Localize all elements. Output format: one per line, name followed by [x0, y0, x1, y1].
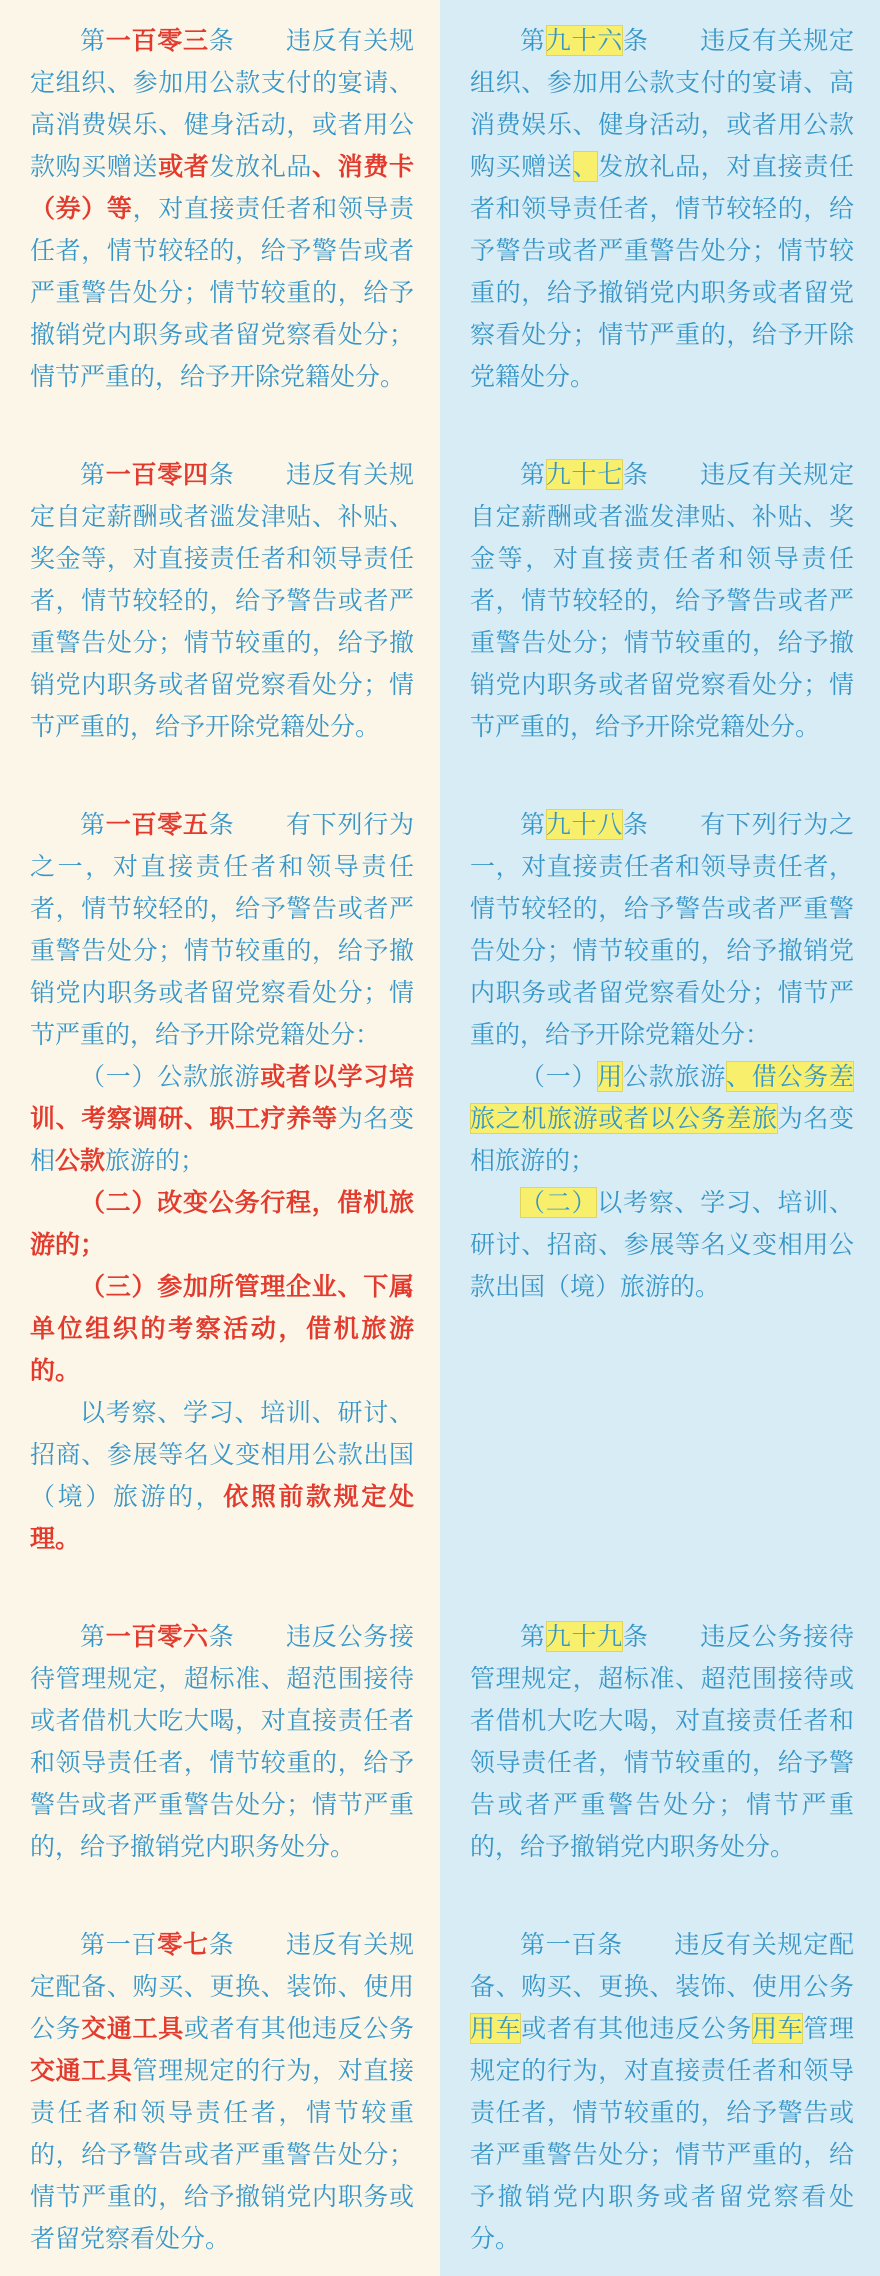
paragraph — [470, 804, 854, 1056]
body-text: 第 — [520, 810, 546, 839]
body-text: （一）公款旅游 — [80, 1062, 261, 1091]
added-text: 零七 — [157, 1930, 209, 1959]
article-105 — [30, 804, 414, 1560]
added-text: 一百零五 — [105, 810, 209, 839]
right-column-row-1 — [440, 0, 880, 454]
highlighted-text: 用车 — [752, 2014, 804, 2043]
body-text — [649, 26, 701, 55]
left-column-row-1 — [0, 0, 440, 454]
body-text — [649, 460, 701, 489]
added-text: 公款 — [55, 1146, 106, 1175]
highlighted-text: 用 — [597, 1062, 623, 1091]
body-text: 第 — [80, 1622, 106, 1651]
body-text: 违反公务接待管理规定，超标准、超范围接待或者借机大吃大喝，对直接责任者和领导责任者，情节较重的，给予警告或者严重警告处分；情节严重的，给予撤销党内职务处分。 — [30, 1622, 414, 1861]
body-text: 为名变相旅游的； — [470, 1104, 854, 1175]
highlighted-text: 九十七 — [545, 460, 623, 489]
body-text: 有下列行为之一，对直接责任者和领导责任者，情节较轻的，给予警告或者严重警告处分；情节较重的，给予撤销党内职务或者留党察看处分；情节严重的，给予开除党籍处分： — [470, 810, 854, 1049]
left-column-row-4 — [0, 1616, 440, 1924]
highlighted-text: 、 — [572, 152, 599, 181]
body-text — [649, 1622, 701, 1651]
right-column-row-2 — [440, 454, 880, 804]
article-96 — [470, 20, 854, 398]
body-text: 违反有关规定自定薪酬或者滥发津贴、补贴、奖金等，对直接责任者和领导责任者，情节较轻的，给予警告或者严重警告处分；情节较重的，给予撤销党内职务或者留党察看处分；情节严重的，给予开除党籍处分。 — [470, 460, 854, 741]
body-text: 违反有关规定配备、购买、更换、装饰、使用公务 — [470, 1930, 854, 2001]
body-text — [234, 810, 286, 839]
added-text: 或者以学习培训、考察调研、职工疗养等 — [30, 1062, 414, 1133]
body-text — [234, 26, 286, 55]
body-text: 第 — [520, 26, 546, 55]
body-text: ，对直接责任者和领导责任者，情节较轻的，给予警告或者严重警告处分；情节较重的，给予撤销党内职务或者留党察看处分；情节严重的，给予开除党籍处分。 — [30, 194, 414, 391]
paragraph — [470, 1616, 854, 1868]
highlighted-text: 九十八 — [545, 810, 623, 839]
paragraph — [30, 1182, 414, 1266]
body-text — [234, 460, 286, 489]
paragraph — [30, 804, 414, 1056]
left-column-row-5 — [0, 1924, 440, 2276]
body-text: 条 — [622, 26, 649, 55]
right-column-row-3 — [440, 804, 880, 1616]
article-107 — [30, 1924, 414, 2260]
article-104 — [30, 454, 414, 748]
paragraph — [30, 1266, 414, 1392]
added-text: 或者 — [158, 152, 210, 181]
body-text: 以考察、学习、培训、研讨、招商、参展等名义变相用公款出国（境）旅游的。 — [470, 1188, 854, 1301]
paragraph — [470, 20, 854, 398]
added-text: （三）参加所管理企业、下属单位组织的考察活动，借机旅游的。 — [30, 1272, 414, 1385]
body-text: 或者有其他违反公务 — [183, 2014, 414, 2043]
body-text: 以考察、学习、培训、研讨、招商、参展等名义变相用公款出国（境）旅游的， — [30, 1398, 414, 1511]
body-text: 第一百条 — [520, 1930, 623, 1959]
body-text: 违反有关规定组织、参加用公款支付的宴请、高消费娱乐、健身活动，或者用公款购买赠送 — [30, 26, 414, 181]
highlighted-text: 九十六 — [545, 26, 623, 55]
highlighted-text: （二） — [520, 1188, 598, 1217]
highlighted-text: 九十九 — [545, 1622, 623, 1651]
added-text: 、消费卡（券）等 — [30, 152, 414, 223]
article-103 — [30, 20, 414, 398]
right-column-row-4 — [440, 1616, 880, 1924]
body-text: 条 — [622, 1622, 649, 1651]
body-text: 第一百 — [80, 1930, 158, 1959]
highlighted-text: 、借公务差旅之机旅游或者以公务差旅 — [470, 1062, 854, 1133]
added-text: 交通工具 — [81, 2014, 184, 2043]
body-text — [234, 1930, 286, 1959]
article-99 — [470, 1616, 854, 1868]
right-column-row-5 — [440, 1924, 880, 2276]
body-text: 条 — [208, 460, 235, 489]
article-106 — [30, 1616, 414, 1868]
article-97 — [470, 454, 854, 748]
added-text: 一百零四 — [105, 460, 209, 489]
body-text: 违反有关规定配备、购买、更换、装饰、使用公务 — [30, 1930, 414, 2043]
body-text: 公款旅游 — [623, 1062, 726, 1091]
body-text: 第 — [80, 26, 106, 55]
added-text: 一百零三 — [105, 26, 209, 55]
body-text: 条 — [208, 1930, 235, 1959]
left-column-row-3 — [0, 804, 440, 1616]
body-text: 为名变相 — [30, 1104, 414, 1175]
body-text: 管理规定的行为，对直接责任者和领导责任者，情节较重的，给予警告或者严重警告处分；情节严重的，给予撤销党内职务或者留党察看处分。 — [30, 2056, 414, 2253]
added-text: （二）改变公务行程，借机旅游的； — [30, 1188, 414, 1259]
body-text: 违反公务接待管理规定，超标准、超范围接待或者借机大吃大喝，对直接责任者和领导责任者，情节较重的，给予警告或者严重警告处分；情节严重的，给予撤销党内职务处分。 — [470, 1622, 854, 1861]
highlighted-text: 用车 — [470, 2014, 522, 2043]
body-text: 第 — [520, 460, 546, 489]
body-text: 第 — [80, 460, 106, 489]
paragraph — [30, 454, 414, 748]
added-text: 一百零六 — [105, 1622, 209, 1651]
body-text: 条 — [622, 460, 649, 489]
body-text: 有下列行为之一，对直接责任者和领导责任者，情节较轻的，给予警告或者严重警告处分；情节较重的，给予撤销党内职务或者留党察看处分；情节严重的，给予开除党籍处分： — [30, 810, 414, 1049]
paragraph — [470, 454, 854, 748]
body-text — [649, 810, 701, 839]
body-text: （一） — [520, 1062, 598, 1091]
added-text: 交通工具 — [30, 2056, 133, 2085]
body-text: 条 — [622, 810, 649, 839]
paragraph — [30, 1924, 414, 2260]
paragraph — [470, 1182, 854, 1308]
body-text: 发放礼品，对直接责任者和领导责任者，情节较轻的，给予警告或者严重警告处分；情节较重的，给予撤销党内职务或者留党察看处分；情节严重的，给予开除党籍处分。 — [470, 152, 854, 391]
paragraph — [470, 1056, 854, 1182]
body-text: 第 — [520, 1622, 546, 1651]
body-text: 旅游的； — [105, 1146, 206, 1175]
added-text: 依照前款规定处理。 — [30, 1482, 414, 1553]
body-text: 条 — [208, 810, 235, 839]
paragraph — [470, 1924, 854, 2260]
body-text: 条 — [208, 26, 235, 55]
body-text: 发放礼品 — [209, 152, 313, 181]
paragraph — [30, 1392, 414, 1560]
body-text — [623, 1930, 675, 1959]
left-column-row-2 — [0, 454, 440, 804]
body-text: 或者有其他违反公务 — [521, 2014, 753, 2043]
body-text: 违反有关规定自定薪酬或者滥发津贴、补贴、奖金等，对直接责任者和领导责任者，情节较轻的，给予警告或者严重警告处分；情节较重的，给予撤销党内职务或者留党察看处分；情节严重的，给予开除党籍处分。 — [30, 460, 414, 741]
article-100 — [470, 1924, 854, 2260]
body-text: 条 — [208, 1622, 235, 1651]
paragraph — [30, 1616, 414, 1868]
body-text — [234, 1622, 286, 1651]
article-98 — [470, 804, 854, 1308]
body-text: 管理规定的行为，对直接责任者和领导责任者，情节较重的，给予警告或者严重警告处分；情节严重的，给予撤销党内职务或者留党察看处分。 — [470, 2014, 854, 2253]
paragraph — [30, 20, 414, 398]
body-text: 违反有关规定组织、参加用公款支付的宴请、高消费娱乐、健身活动，或者用公款购买赠送 — [470, 26, 854, 181]
body-text: 第 — [80, 810, 106, 839]
paragraph — [30, 1056, 414, 1182]
